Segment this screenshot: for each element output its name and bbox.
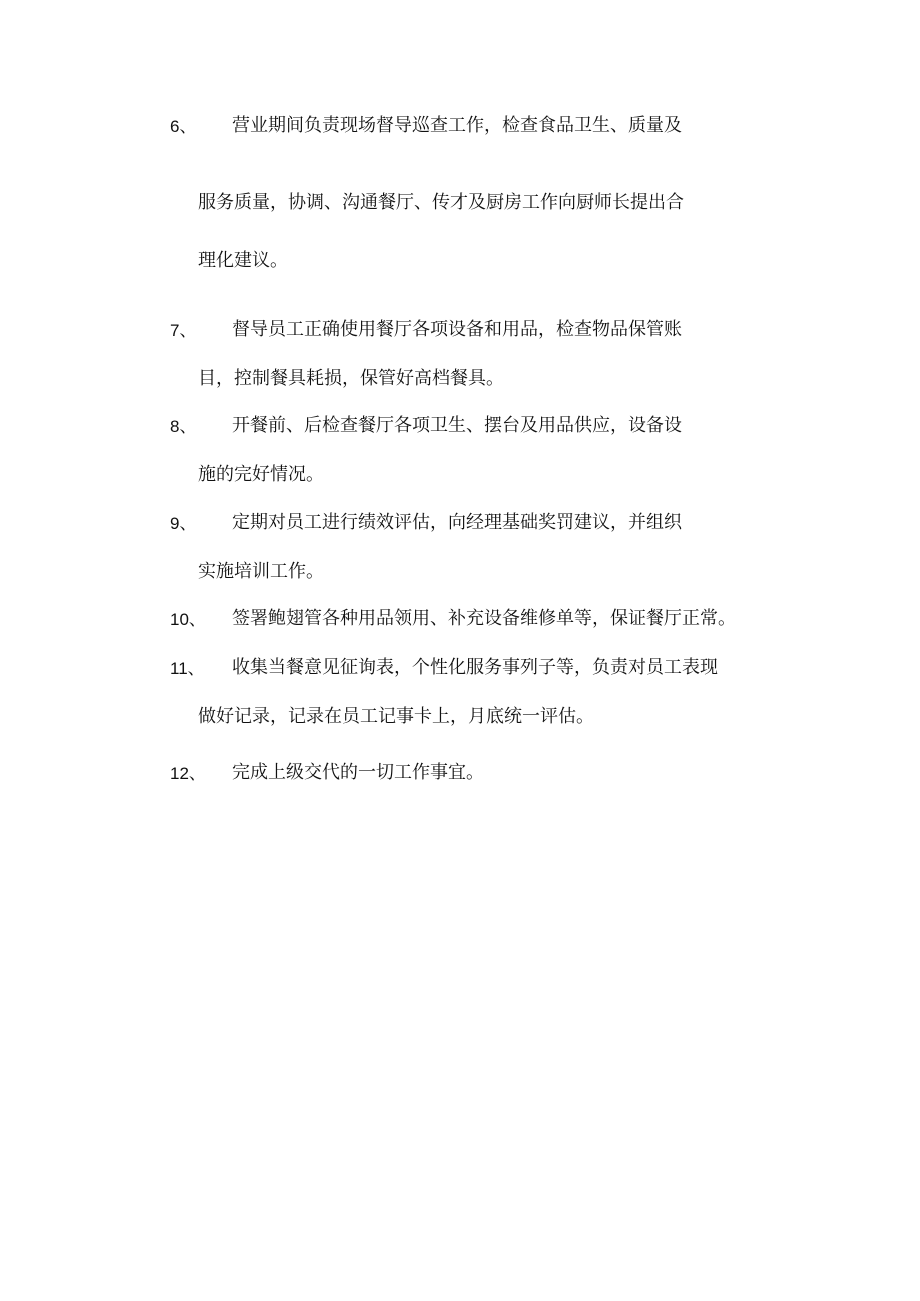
item-number: 7、 <box>170 321 197 340</box>
item-text-line: 督导员工正确使用餐厅各项设备和用品，检查物品保管账 <box>232 319 682 340</box>
item-text-line: 收集当餐意见征询表，个性化服务事列子等，负责对员工表现 <box>232 657 718 678</box>
item-number: 11、 <box>170 659 205 678</box>
item-text-line: 定期对员工进行绩效评估，向经理基础奖罚建议，并组织 <box>232 512 682 533</box>
item-number: 12、 <box>170 764 206 783</box>
item-text-line: 目，控制餐具耗损，保管好高档餐具。 <box>198 368 504 389</box>
item-text-line: 施的完好情况。 <box>198 464 324 485</box>
item-number: 10、 <box>170 610 206 629</box>
item-number: 6、 <box>170 117 197 136</box>
item-text-line: 完成上级交代的一切工作事宜。 <box>232 762 484 783</box>
item-text-line: 签署鲍翅管各种用品领用、补充设备维修单等，保证餐厅正常。 <box>232 608 736 629</box>
item-text-line: 营业期间负责现场督导巡查工作，检查食品卫生、质量及 <box>232 115 682 136</box>
item-number: 8、 <box>170 417 197 436</box>
item-text-line: 开餐前、后检查餐厅各项卫生、摆台及用品供应，设备设 <box>232 415 682 436</box>
item-text-line: 理化建议。 <box>198 250 288 271</box>
item-text-line: 服务质量，协调、沟通餐厅、传才及厨房工作向厨师长提出合 <box>198 192 684 213</box>
item-text-line: 做好记录，记录在员工记事卡上，月底统一评估。 <box>198 706 594 727</box>
item-number: 9、 <box>170 514 197 533</box>
item-text-line: 实施培训工作。 <box>198 561 324 582</box>
